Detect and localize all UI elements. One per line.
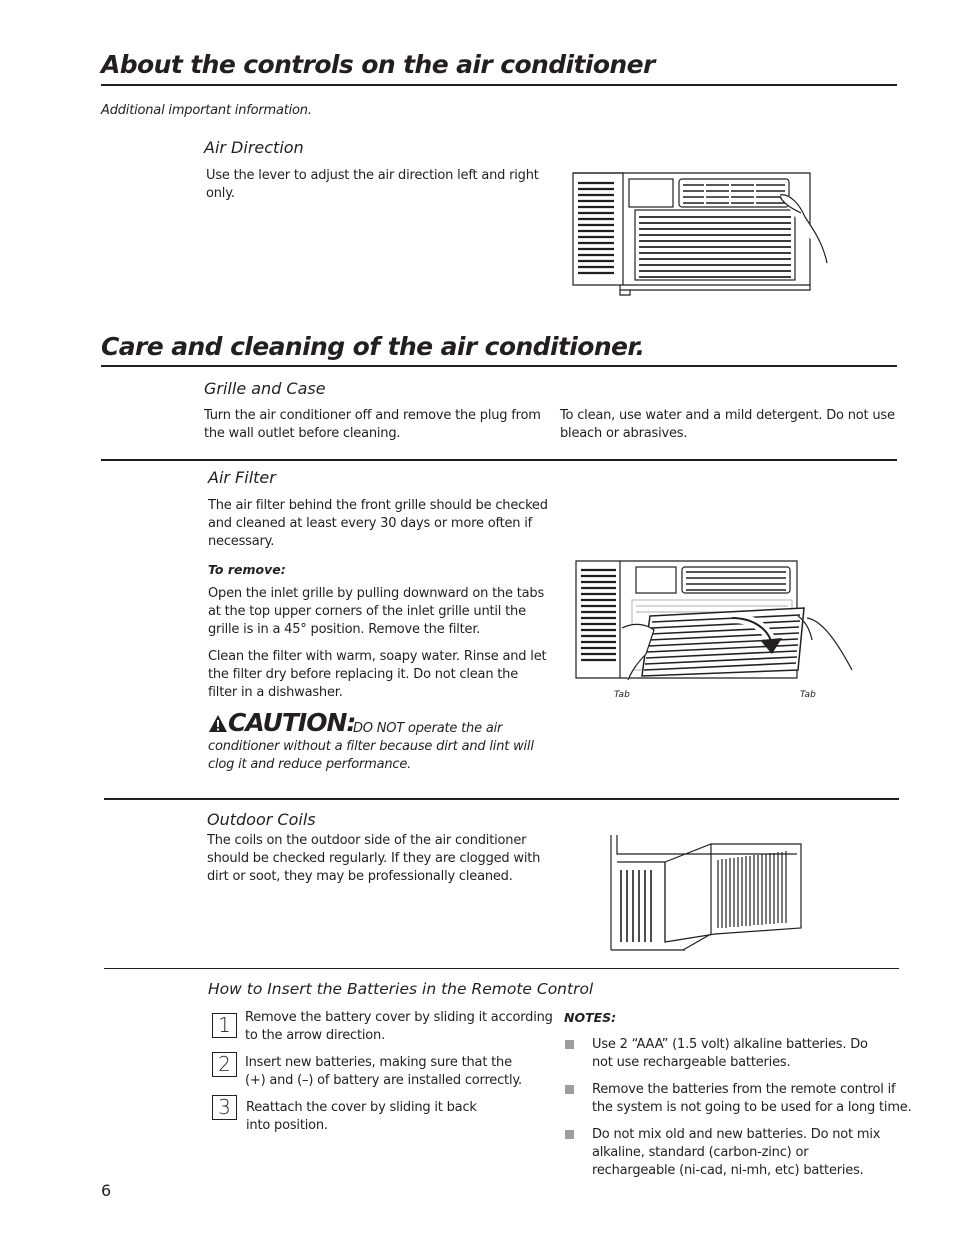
divider-coils <box>104 968 899 969</box>
caution-word: CAUTION: <box>228 708 356 737</box>
step-text-2: Insert new batteries, making sure that the (+) and (–) of battery are installed correctly. <box>245 1055 522 1088</box>
square-bullet-icon <box>565 1085 574 1094</box>
divider-grille <box>101 459 897 461</box>
air-filter-text-2: Open the inlet grille by pulling downward on the tabs at the top upper corners of the inlet grille until the grille is in a 45° position. Remove the filter. <box>208 586 545 637</box>
square-bullet-icon <box>565 1130 574 1139</box>
square-bullet-icon <box>565 1040 574 1049</box>
care-title-rule <box>101 365 897 367</box>
step-number-1: 1 <box>212 1013 237 1038</box>
step-number-3: 3 <box>212 1095 237 1120</box>
ac-unit-air-direction-illustration <box>565 165 830 300</box>
air-direction-text: Use the lever to adjust the air direction left and right only. <box>206 168 539 201</box>
note-item-3: Do not mix old and new batteries. Do not mix alkaline, standard (carbon-zinc) or rechargeable (ni-cad, ni-mh, etc) batteries. <box>592 1127 881 1178</box>
grille-case-heading: Grille and Case <box>204 379 326 398</box>
air-filter-heading: Air Filter <box>208 468 276 487</box>
title-rule <box>101 84 897 86</box>
step-number-2: 2 <box>212 1052 237 1077</box>
step-text-3: Reattach the cover by sliding it back into position. <box>246 1100 477 1133</box>
grille-case-text-right: To clean, use water and a mild detergent. Do not use bleach or abrasives. <box>560 408 895 441</box>
outdoor-coils-illustration <box>605 832 805 954</box>
caution-text: DO NOT operate the air conditioner without a filter because dirt and lint will clog it and reduce performance. <box>208 721 534 772</box>
ac-filter-removal-illustration <box>572 558 857 693</box>
notes-label: NOTES: <box>564 1010 617 1025</box>
step-text-1: Remove the battery cover by sliding it according to the arrow direction. <box>245 1010 553 1043</box>
air-filter-text-1: The air filter behind the front grille should be checked and cleaned at least every 30 days or more often if necessary. <box>208 498 548 549</box>
section-title-controls: About the controls on the air conditioner <box>101 50 655 79</box>
air-filter-text-3: Clean the filter with warm, soapy water. Rinse and let the filter dry before replacing it. Do not clean the filter in a dishwasher. <box>208 649 547 700</box>
divider-filter <box>104 798 899 800</box>
tab-label-right: Tab <box>800 690 816 700</box>
section-title-care: Care and cleaning of the air conditioner. <box>101 332 645 361</box>
tab-label-left: Tab <box>614 690 630 700</box>
outdoor-coils-heading: Outdoor Coils <box>207 810 316 829</box>
air-direction-heading: Air Direction <box>204 138 304 157</box>
note-item-2: Remove the batteries from the remote control if the system is not going to be used for a long time. <box>592 1082 912 1115</box>
batteries-heading: How to Insert the Batteries in the Remote Control <box>208 980 594 998</box>
page-number: 6 <box>101 1181 112 1200</box>
intro-text: Additional important information. <box>101 103 312 118</box>
note-item-1: Use 2 “AAA” (1.5 volt) alkaline batteries. Do not use rechargeable batteries. <box>592 1037 868 1070</box>
outdoor-coils-text: The coils on the outdoor side of the air conditioner should be checked regularly. If they are clogged with dirt or soot, they may be professionally cleaned. <box>207 833 541 884</box>
grille-case-text-left: Turn the air conditioner off and remove the plug from the wall outlet before cleaning. <box>204 408 541 441</box>
to-remove-label: To remove: <box>208 562 286 577</box>
